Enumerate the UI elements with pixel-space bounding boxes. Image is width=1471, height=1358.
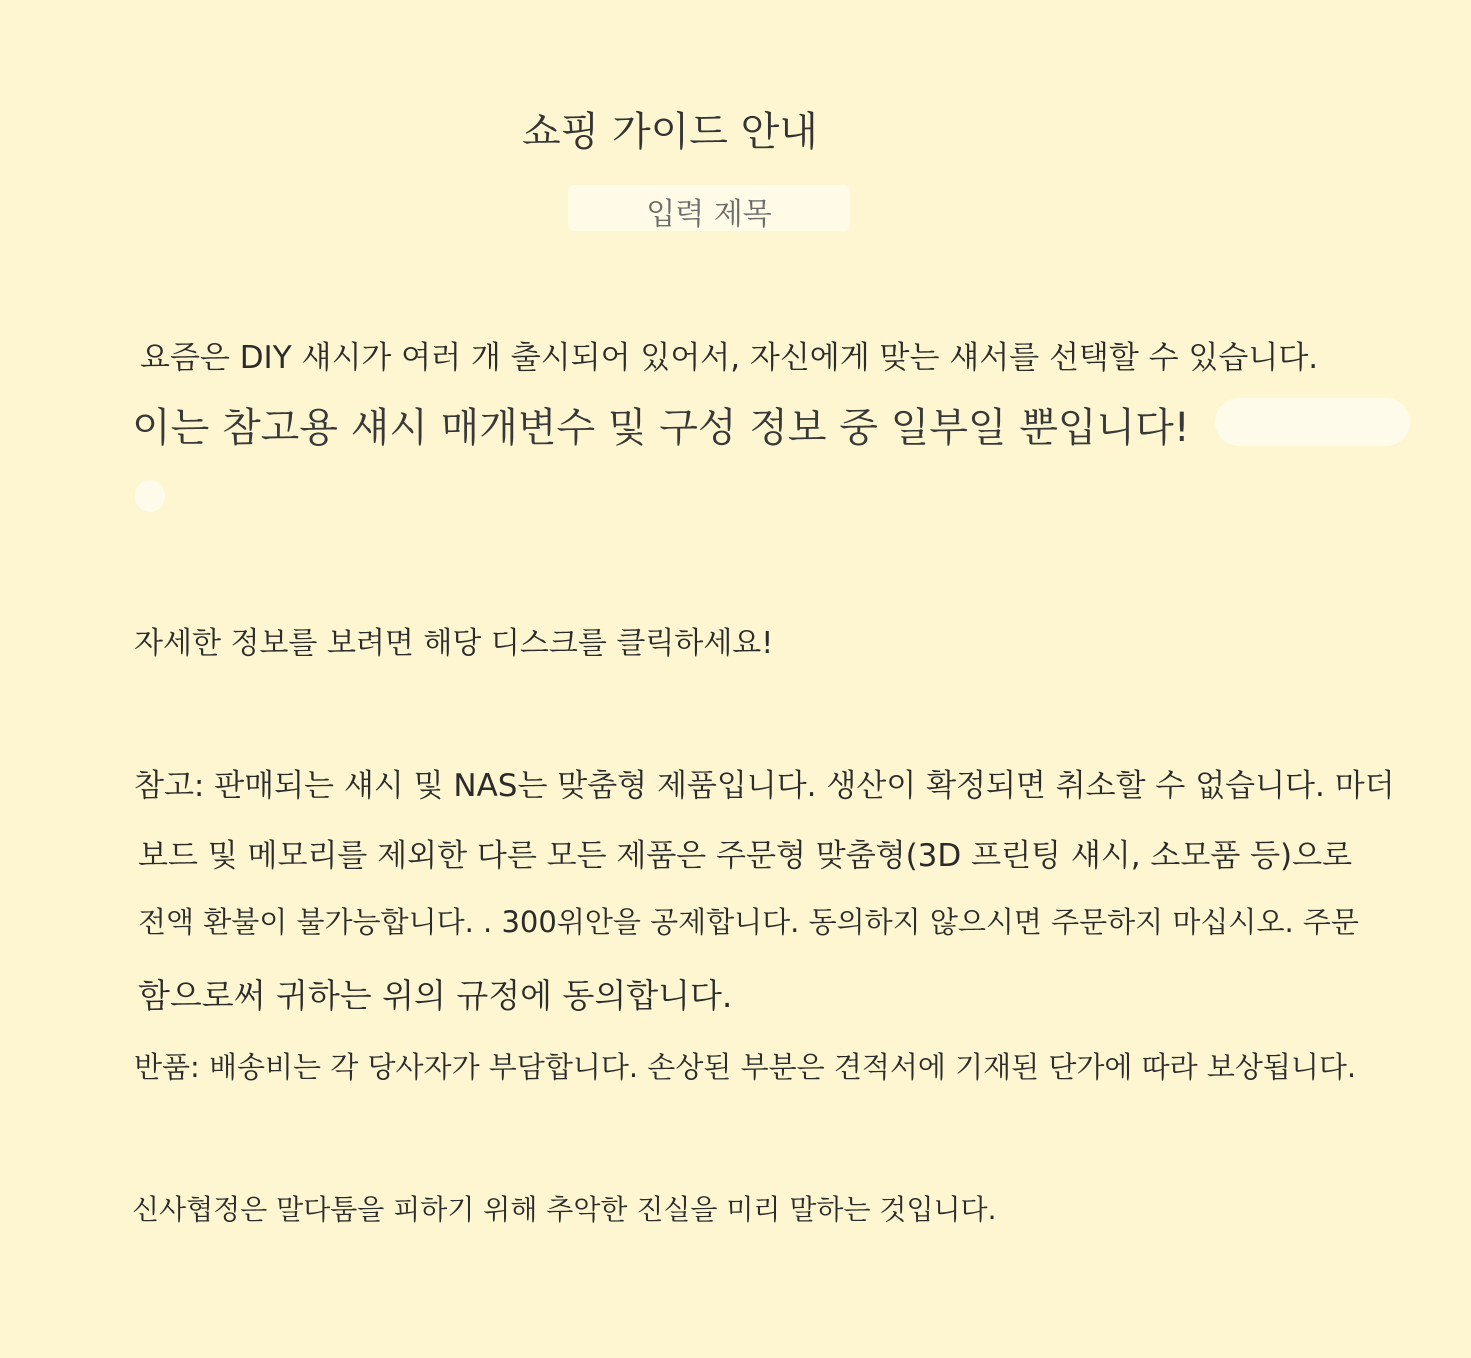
note-text-line-2: 보드 및 메모리를 제외한 다른 모든 제품은 주문형 맞춤형(3D 프린팅 섀시, 소모품 등)으로: [138, 838, 1353, 874]
intro-text-line-1: 요즘은 DIY 섀시가 여러 개 출시되어 있어서, 자신에게 맞는 섀서를 선택할 수 있습니다.: [140, 340, 1319, 376]
decorative-glow: [135, 480, 165, 512]
note-text-line-1: 참고: 판매되는 섀시 및 NAS는 맞춤형 제품입니다. 생산이 확정되면 취소할 수 없습니다. 마더: [134, 768, 1395, 804]
note-text-line-3: 전액 환불이 불가능합니다. . 300위안을 공제합니다. 동의하지 않으시면 주문하지 마십시오. 주문: [138, 905, 1359, 939]
page-title: 쇼핑 가이드 안내: [522, 109, 818, 155]
note-text-line-4: 함으로써 귀하는 위의 규정에 동의합니다.: [138, 976, 733, 1015]
intro-text-line-2: 이는 참고용 섀시 매개변수 및 구성 정보 중 일부일 뿐입니다!: [132, 405, 1190, 451]
returns-policy-text: 반품: 배송비는 각 당사자가 부담합니다. 손상된 부분은 견적서에 기재된 단가에 따라 보상됩니다.: [134, 1050, 1357, 1084]
page-subtitle: 입력 제목: [646, 197, 772, 232]
gentlemen-agreement-text: 신사협정은 말다툼을 피하기 위해 추악한 진실을 미리 말하는 것입니다.: [132, 1193, 997, 1226]
decorative-glow: [1215, 398, 1410, 446]
click-hint-text: 자세한 정보를 보려면 해당 디스크를 클릭하세요!: [134, 626, 774, 661]
